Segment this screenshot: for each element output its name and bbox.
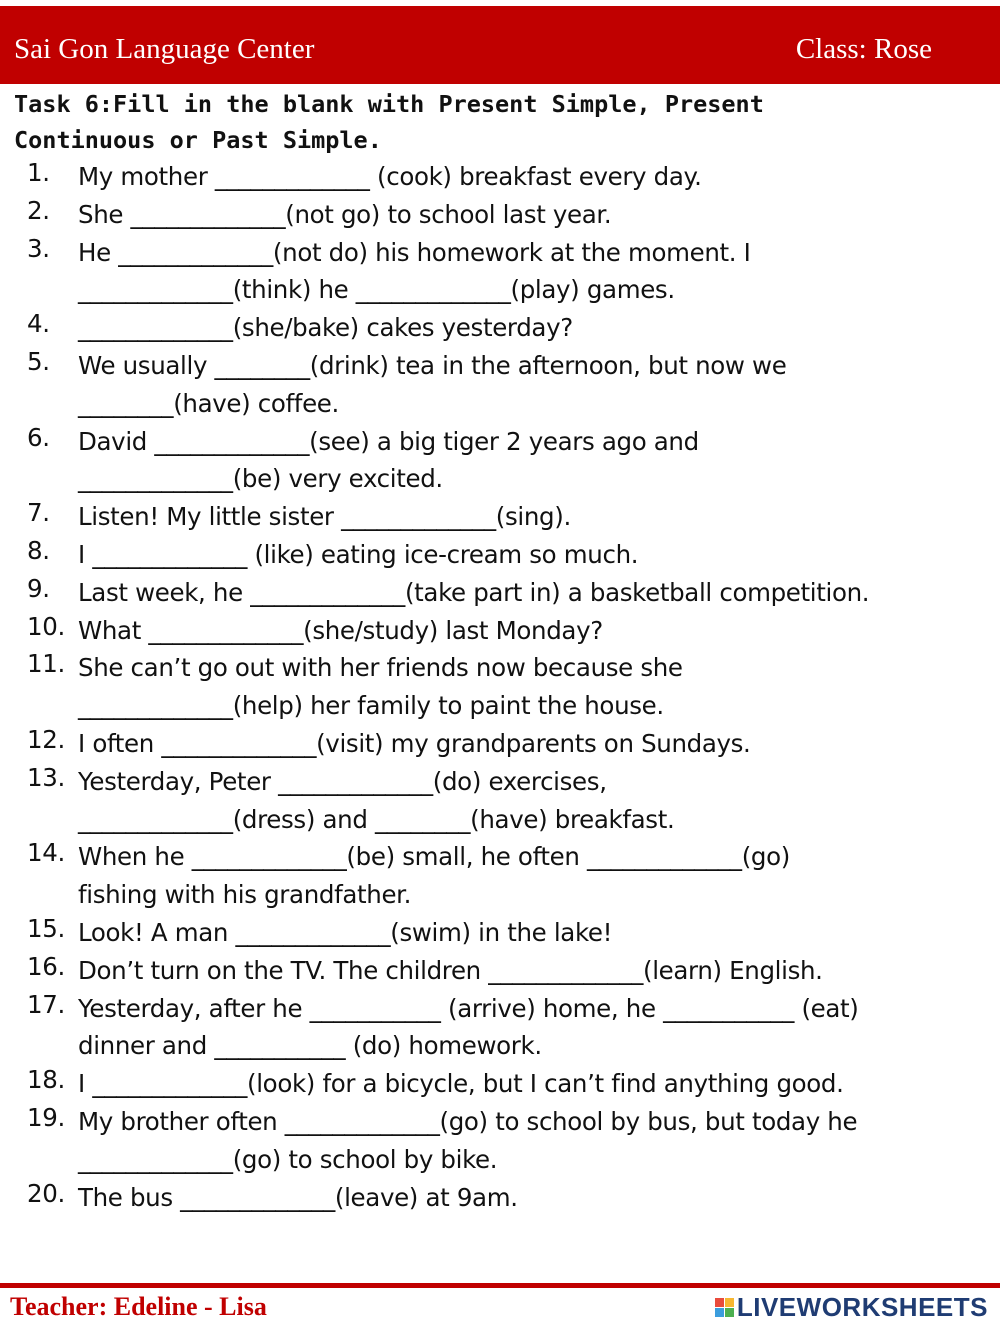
exercise-number: 2.	[27, 195, 50, 225]
exercise-number: 5.	[27, 346, 50, 376]
exercise-text-line: My brother often _____________(go) to school by bus, but today he	[78, 1106, 858, 1136]
task-instruction	[14, 86, 974, 158]
exercise-number: 8.	[27, 535, 50, 565]
exercise-number: 13.	[27, 762, 65, 792]
exercise-number: 14.	[27, 838, 65, 868]
liveworksheets-logo	[715, 1292, 988, 1323]
exercise-number: 18.	[27, 1065, 65, 1095]
exercise-list	[0, 158, 1000, 1216]
exercise-item	[0, 990, 1000, 1066]
logo-block	[715, 1298, 724, 1307]
exercise-item	[0, 234, 1000, 310]
exercise-item	[0, 838, 1000, 914]
exercise-text-line: fishing with his grandfather.	[78, 880, 412, 910]
exercise-item	[0, 158, 1000, 196]
exercise-number: 10.	[27, 611, 65, 641]
school-name: Sai Gon Language Center	[14, 33, 315, 65]
task-line: Continuous or Past Simple.	[14, 126, 382, 154]
teacher-name: Teacher: Edeline - Lisa	[10, 1292, 267, 1321]
exercise-number: 12.	[27, 724, 65, 754]
exercise-text-line: _____________(be) very excited.	[78, 464, 443, 494]
exercise-number: 4.	[27, 309, 50, 339]
exercise-number: 19.	[27, 1102, 65, 1132]
task-line: Task 6:Fill in the blank with Present Simple, Present	[14, 90, 764, 118]
exercise-number: 6.	[27, 422, 50, 452]
exercise-item	[0, 574, 1000, 612]
exercise-text-line: I often _____________(visit) my grandparents on Sundays.	[78, 728, 751, 758]
exercise-item	[0, 725, 1000, 763]
exercise-text-line: Look! A man _____________(swim) in the lake!	[78, 917, 613, 947]
exercise-number: 15.	[27, 913, 65, 943]
exercise-number: 1.	[27, 158, 50, 187]
exercise-number: 9.	[27, 573, 50, 603]
exercise-text-line: _____________(help) her family to paint the house.	[78, 691, 664, 721]
exercise-item	[0, 952, 1000, 990]
exercise-text-line: _____________(she/bake) cakes yesterday?	[78, 313, 573, 343]
exercise-text-line: What _____________(she/study) last Monday?	[78, 615, 603, 645]
exercise-text-line: ________(have) coffee.	[78, 388, 339, 418]
exercise-text-line: _____________(go) to school by bike.	[78, 1144, 498, 1174]
exercise-item	[0, 347, 1000, 423]
exercise-text-line: Don’t turn on the TV. The children _____________(learn) English.	[78, 955, 823, 985]
class-name: Class: Rose	[795, 33, 932, 65]
logo-block	[725, 1308, 734, 1317]
exercise-text-line: She _____________(not go) to school last year.	[78, 199, 612, 229]
exercise-item	[0, 649, 1000, 725]
exercise-text-line: When he _____________(be) small, he often _____________(go)	[78, 842, 790, 872]
exercise-item	[0, 196, 1000, 234]
exercise-text-line: Yesterday, Peter _____________(do) exercises,	[78, 766, 607, 796]
exercise-item	[0, 1103, 1000, 1179]
exercise-number: 11.	[27, 649, 65, 679]
exercise-item	[0, 1065, 1000, 1103]
exercise-number: 7.	[27, 498, 50, 528]
exercise-number: 17.	[27, 989, 65, 1019]
exercise-text-line: He _____________(not do) his homework at the moment. I	[78, 237, 751, 267]
exercise-text-line: We usually ________(drink) tea in the afternoon, but now we	[78, 350, 787, 380]
footer-divider	[0, 1283, 1000, 1288]
exercise-text-line: I _____________(look) for a bicycle, but I can’t find anything good.	[78, 1069, 844, 1099]
exercise-item	[0, 612, 1000, 650]
exercise-item	[0, 498, 1000, 536]
exercise-item	[0, 423, 1000, 499]
logo-text: LIVEWORKSHEETS	[736, 1292, 988, 1322]
exercise-text-line: Listen! My little sister _____________(sing).	[78, 502, 571, 532]
exercise-item	[0, 1179, 1000, 1217]
exercise-text-line: _____________(think) he _____________(play) games.	[78, 275, 675, 305]
exercise-text-line: The bus _____________(leave) at 9am.	[78, 1182, 518, 1212]
logo-block	[725, 1298, 734, 1307]
header-bar	[0, 6, 1000, 84]
exercise-text-line: dinner and ___________ (do) homework.	[78, 1031, 542, 1061]
exercise-number: 3.	[27, 233, 50, 263]
exercise-item	[0, 763, 1000, 839]
exercise-text-line: She can’t go out with her friends now because she	[78, 653, 683, 683]
exercise-text-line: David _____________(see) a big tiger 2 years ago and	[78, 426, 699, 456]
exercise-text-line: Last week, he _____________(take part in) a basketball competition.	[78, 577, 870, 607]
exercise-text-line: _____________(dress) and ________(have) breakfast.	[78, 804, 675, 834]
exercise-item	[0, 309, 1000, 347]
exercise-item	[0, 914, 1000, 952]
exercise-number: 16.	[27, 951, 65, 981]
exercise-item	[0, 536, 1000, 574]
exercise-text-line: Yesterday, after he ___________ (arrive) home, he ___________ (eat)	[78, 993, 859, 1023]
exercise-text-line: I _____________ (like) eating ice-cream so much.	[78, 539, 639, 569]
liveworksheets-logo-icon	[715, 1298, 734, 1317]
exercise-number: 20.	[27, 1178, 65, 1208]
logo-block	[715, 1308, 724, 1317]
exercise-text-line: My mother _____________ (cook) breakfast every day.	[78, 162, 702, 191]
